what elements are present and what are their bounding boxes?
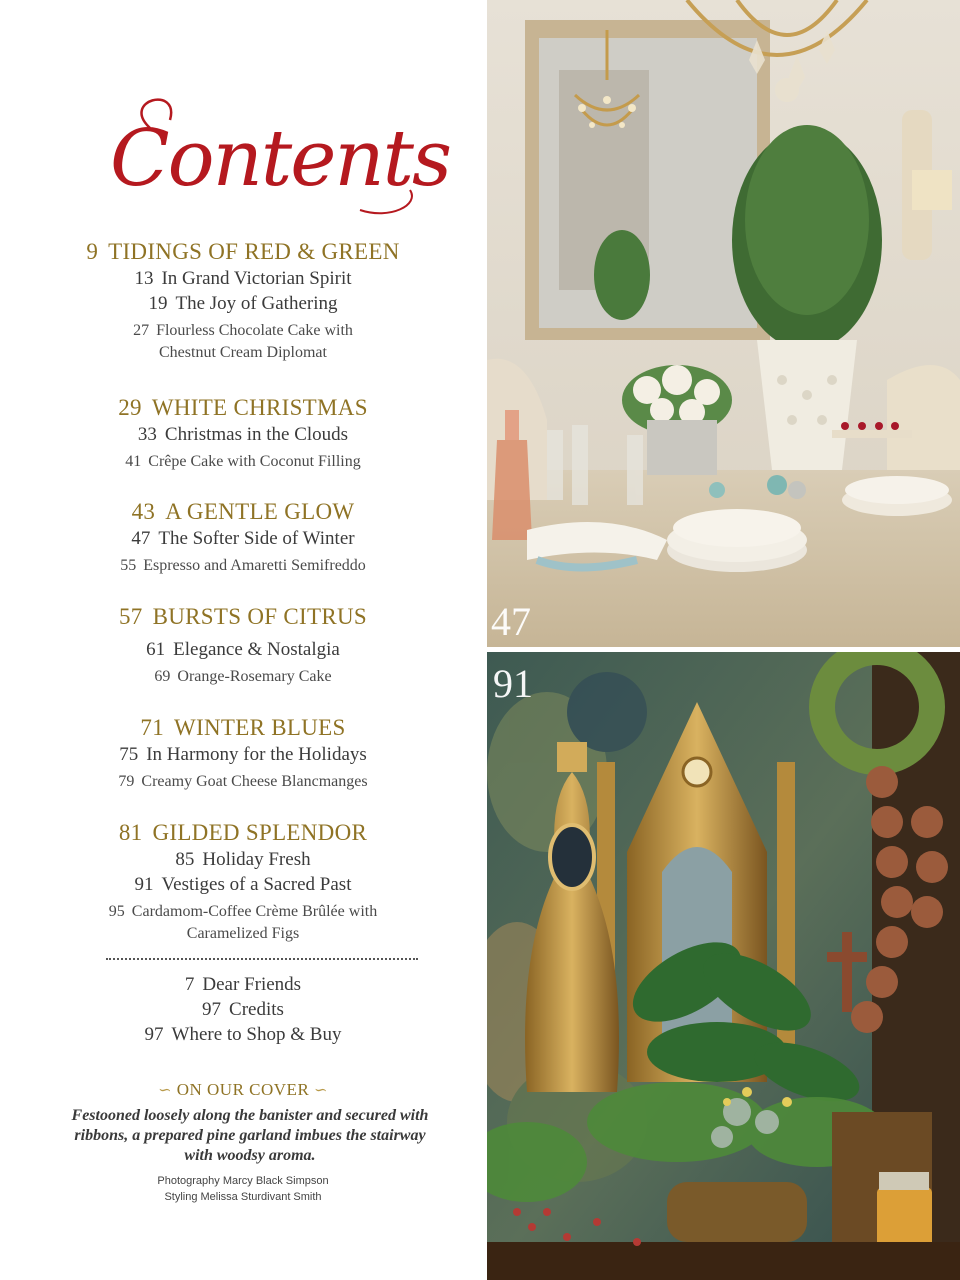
photo-dining-table[interactable] (487, 0, 960, 647)
section-winter-blues (0, 714, 486, 793)
recipe-entry[interactable]: 95 Cardamom-Coffee Crème Brûlée with Caramelized Figs (108, 903, 378, 942)
section-gilded-splendor (0, 819, 486, 945)
cover-credits (0, 1173, 486, 1205)
gilded-altar-image (487, 652, 960, 1280)
toc-entry[interactable]: 91 Vestiges of a Sacred Past (134, 874, 352, 895)
page-title: Contents (110, 114, 450, 204)
page-number-bottom: 91 (493, 661, 533, 706)
dotted-divider (106, 958, 418, 964)
toc-entry[interactable]: 75 In Harmony for the Holidays (119, 744, 367, 765)
cover-description: Festooned loosely along the banister and secured with ribbons, a prepared pine garland imbues the stairway with woodsy aroma. (71, 1107, 429, 1164)
toc-entry[interactable]: 33 Christmas in the Clouds (137, 424, 349, 445)
styling-credit: Styling Melissa Sturdivant Smith (164, 1191, 322, 1203)
page-number-top: 47 (491, 599, 531, 644)
cover-heading: ∽ ON OUR COVER ∽ (158, 1080, 328, 1099)
recipe-entry[interactable]: 27 Flourless Chocolate Cake with Chestnut Cream Diplomat (133, 322, 353, 361)
toc-entry[interactable]: 97 Where to Shop & Buy (144, 1024, 342, 1045)
section-tidings (0, 238, 486, 364)
toc-entry[interactable]: 19 The Joy of Gathering (148, 293, 338, 314)
section-heading[interactable]: 9 TIDINGS OF RED & GREEN (86, 239, 400, 264)
section-gentle-glow (0, 498, 486, 577)
section-white-christmas (0, 394, 486, 473)
flourish-left-icon: ∽ (158, 1082, 172, 1099)
dining-room-image (487, 0, 960, 647)
photo-gilded-altar[interactable] (487, 652, 960, 1280)
toc-entry[interactable]: 85 Holiday Fresh (175, 849, 311, 870)
departments-list (0, 972, 486, 1047)
photography-credit: Photography Marcy Black Simpson (157, 1175, 329, 1187)
section-citrus (0, 603, 486, 688)
recipe-entry[interactable]: 41 Crêpe Cake with Coconut Filling (125, 453, 361, 470)
section-heading[interactable]: 29 WHITE CHRISTMAS (118, 395, 368, 420)
toc-entry[interactable]: 61 Elegance & Nostalgia (146, 639, 340, 660)
section-heading[interactable]: 43 A GENTLE GLOW (131, 499, 355, 524)
contents-title (110, 90, 450, 230)
toc-entry[interactable]: 13 In Grand Victorian Spirit (134, 268, 352, 289)
toc-entry[interactable]: 7 Dear Friends (184, 974, 302, 995)
section-heading[interactable]: 57 BURSTS OF CITRUS (118, 604, 368, 629)
toc-entry[interactable]: 97 Credits (202, 999, 284, 1020)
recipe-entry[interactable]: 55 Espresso and Amaretti Semifreddo (120, 557, 366, 574)
section-heading[interactable]: 81 GILDED SPLENDOR (118, 820, 368, 845)
flourish-right-icon: ∽ (314, 1082, 328, 1099)
recipe-entry[interactable]: 79 Creamy Goat Cheese Blancmanges (118, 773, 368, 790)
recipe-entry[interactable]: 69 Orange-Rosemary Cake (154, 668, 332, 685)
toc-entry[interactable]: 47 The Softer Side of Winter (131, 528, 355, 549)
section-heading[interactable]: 71 WINTER BLUES (140, 715, 346, 740)
